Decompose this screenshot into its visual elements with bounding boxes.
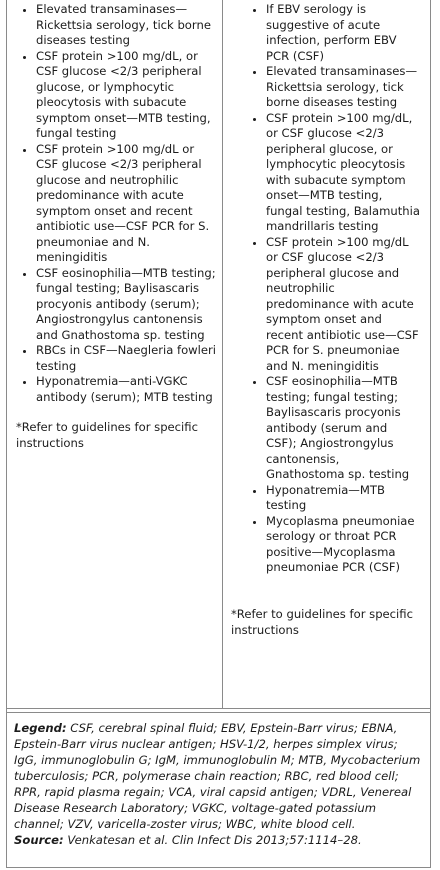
list-item: • Mycoplasma pneumoniae serology or throat PCR positive—Mycoplasma pneumoniae PCR (CSF) xyxy=(266,514,421,576)
list-item: • CSF eosinophilia—MTB testing; fungal testing; Baylisascaris procyonis antibody (serum); Angiostrongylus cantonensis and Gnathostoma sp. testing xyxy=(36,266,216,344)
legend-paragraph xyxy=(14,720,424,832)
right-guidelines-note: *Refer to guidelines for specific instructions xyxy=(231,606,413,637)
legend-label: Legend: xyxy=(14,721,67,735)
list-item: • CSF protein >100 mg/dL, or CSF glucose <2/3 peripheral glucose, or lymphocytic pleocytosis with subacute symptom onset—MTB testing, fungal testing xyxy=(36,49,216,142)
legend-block xyxy=(14,720,424,848)
source-line xyxy=(14,832,424,848)
legend-text: CSF, cerebral spinal fluid; EBV, Epstein-Barr virus; EBNA, Epstein-Barr virus nuclear antigen; HSV-1/2, herpes simplex virus; IgG, immunoglobulin G; IgM, immunoglobulin M; MTB, Mycobacterium tuberculosis; PCR, polymerase chain reaction; RBC, red blood cell; RPR, rapid plasma regain; VCA, viral capsid antigen; VDRL, Venereal Disease Research Laboratory; VGKC, voltage-gated potassium channel; VZV, varicella-zoster virus; WBC, white blood cell. xyxy=(14,721,421,831)
left-guidelines-note: *Refer to guidelines for specific instructions xyxy=(16,420,198,450)
right-column xyxy=(223,2,421,638)
list-item: • CSF protein >100 mg/dL, or CSF glucose <2/3 peripheral glucose, or lymphocytic pleocytosis with subacute symptom onset—MTB testing, fungal testing, Balamuthia mandrillaris testing xyxy=(266,111,421,235)
table-bottom-rule xyxy=(6,708,431,709)
list-item: • CSF protein >100 mg/dL or CSF glucose <2/3 peripheral glucose and neutrophilic predominance with acute symptom onset and recent antibiotic use—CSF PCR for S. pneumoniae and N. meningiditis xyxy=(266,235,421,375)
list-item: • Elevated transaminases—Rickettsia serology, tick borne diseases testing xyxy=(266,64,421,111)
left-bullet-list xyxy=(6,2,216,405)
source-label: Source: xyxy=(14,833,64,847)
list-item: • RBCs in CSF—Naegleria fowleri testing xyxy=(36,343,216,374)
list-item: • If EBV serology is suggestive of acute infection, perform EBV PCR (CSF) xyxy=(266,2,421,64)
source-text: Venkatesan et al. Clin Infect Dis 2013;57:1114–28. xyxy=(67,833,362,847)
list-item: • Hyponatremia—anti-VGKC antibody (serum); MTB testing xyxy=(36,374,216,405)
legend-top-rule xyxy=(6,712,431,713)
left-column xyxy=(6,2,216,451)
list-item: • CSF eosinophilia—MTB testing; fungal testing; Baylisascaris procyonis antibody (serum and CSF); Angiostrongylus cantonensis, Gnathostoma sp. testing xyxy=(266,374,421,483)
right-bullet-list xyxy=(223,2,421,576)
list-item: • Hyponatremia—MTB testing xyxy=(266,483,421,514)
list-item: • CSF protein >100 mg/dL or CSF glucose <2/3 peripheral glucose and neutrophilic predominance with acute symptom onset and recent antibiotic use—CSF PCR for S. pneumoniae and N. meningiditis xyxy=(36,142,216,266)
list-item: • Elevated transaminases—Rickettsia serology, tick borne diseases testing xyxy=(36,2,216,49)
